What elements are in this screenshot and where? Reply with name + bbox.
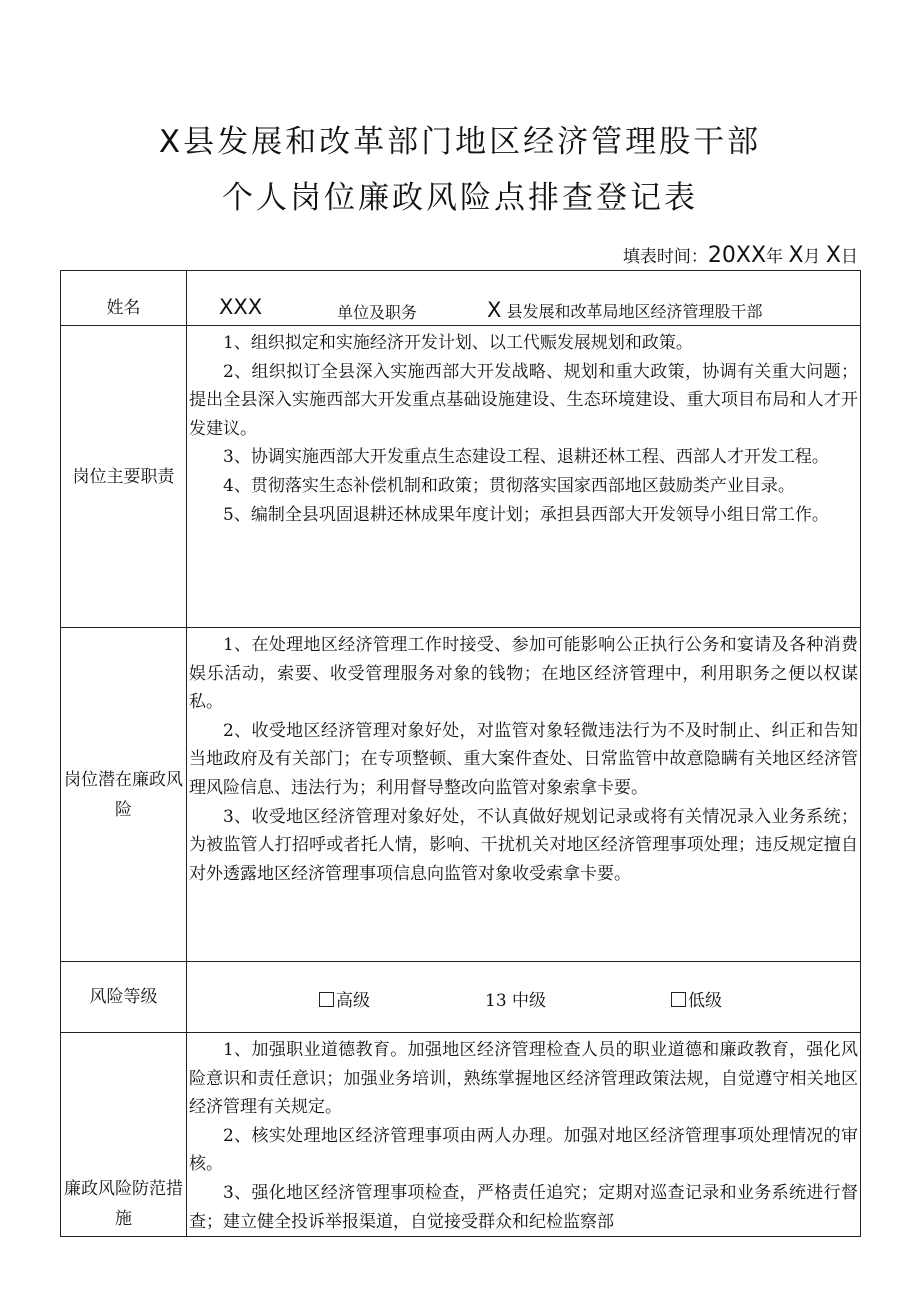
registration-table	[60, 270, 861, 1237]
fill-date-month: X	[788, 243, 804, 268]
level-cell	[187, 962, 861, 1033]
risk-label: 岗位潜在廉政风险	[61, 628, 187, 962]
risk-item: 3、收受地区经济管理对象好处，不认真做好规划记录或将有关情况录入业务系统；为被监管人打招呼或者托人情，影响、干扰机关对地区经济管理事项处理；违反规定擅自对外透露地区经济管理事项信息向监管对象收受索拿卡要。	[189, 806, 858, 884]
level-low-option[interactable]	[671, 986, 722, 1011]
duty-item: 5、编制全县巩固退耕还林成果年度计划；承担县西部大开发领导小组日常工作。	[223, 504, 829, 525]
unit-value-rest: 县发展和改革局地区经济管理股干部	[506, 302, 763, 321]
document-title-line1: X县发展和改革部门地区经济管理股干部	[158, 124, 762, 160]
duty-row	[61, 326, 861, 628]
prevention-row	[61, 1033, 861, 1237]
prevention-item: 1、加强职业道德教育。加强地区经济管理检查人员的职业道德和廉政教育，强化风险意识和责任意识；加强业务培训，熟练掌握地区经济管理政策法规，自觉遵守相关地区经济管理有关规定。	[189, 1040, 858, 1118]
unit-label: 单位及职务	[337, 303, 418, 322]
level-mid-option[interactable]	[485, 986, 546, 1011]
name-cell	[187, 271, 861, 326]
prevention-label: 廉政风险防范措施	[61, 1033, 187, 1237]
fill-date-day: X	[825, 243, 841, 268]
prevention-item: 2、核实处理地区经济管理事项由两人办理。加强对地区经济管理事项处理情况的审核。	[189, 1125, 858, 1175]
duty-item: 2、组织拟订全县深入实施西部大开发战略、规划和重大政策，协调有关重大问题；提出全县深入实施西部大开发重点基础设施建设、生态环境建设、重大项目布局和人才开发建议。	[189, 361, 858, 439]
document-title-line2: 个人岗位廉政风险点排查登记表	[222, 180, 698, 216]
duty-item: 1、组织拟定和实施经济开发计划、以工代赈发展规划和政策。	[223, 333, 693, 353]
duty-label: 岗位主要职责	[61, 326, 187, 628]
level-high-option[interactable]	[319, 986, 370, 1011]
level-row	[61, 962, 861, 1033]
fill-date-year: 20XX	[707, 243, 767, 268]
fill-date-month-unit: 月	[803, 247, 821, 267]
name-row	[61, 271, 861, 326]
checkbox-icon	[319, 992, 334, 1007]
duty-item: 4、贯彻落实生态补偿机制和政策；贯彻落实国家西部地区鼓励类产业目录。	[223, 475, 795, 496]
unit-value-x: X	[487, 298, 502, 322]
risk-item: 2、收受地区经济管理对象好处，对监管对象轻微违法行为不及时制止、纠正和告知当地政府及有关部门；在专项整顿、重大案件查处、日常监管中故意隐瞒有关地区经济管理风险信息、违法行为；利用督导整改向监管对象索拿卡要。	[189, 720, 858, 798]
fill-date-day-unit: 日	[841, 247, 858, 267]
level-low-label: 低级	[688, 991, 722, 1011]
fill-date	[623, 242, 858, 268]
prevention-cell	[187, 1033, 861, 1237]
risk-row	[61, 628, 861, 962]
fill-date-label: 填表时间：	[622, 247, 708, 267]
level-mid-label: 中级	[512, 991, 547, 1011]
duty-item: 3、协调实施西部大开发重点生态建设工程、退耕还林工程、西部人才开发工程。	[223, 447, 829, 468]
risk-item: 1、在处理地区经济管理工作时接受、参加可能影响公正执行公务和宴请及各种消费娱乐活动，索要、收受管理服务对象的钱物；在地区经济管理中，利用职务之便以权谋私。	[189, 635, 858, 713]
name-label: 姓名	[61, 271, 187, 326]
level-label: 风险等级	[61, 962, 187, 1033]
risk-cell	[187, 628, 861, 962]
prevention-item: 3、强化地区经济管理事项检查，严格责任追究；定期对巡查记录和业务系统进行督查；建立健全投诉举报渠道，自觉接受群众和纪检监察部	[189, 1182, 858, 1232]
fill-date-year-unit: 年	[766, 247, 784, 267]
checkbox-icon	[671, 992, 686, 1007]
level-high-label: 高级	[336, 991, 370, 1011]
name-value: XXX	[219, 295, 263, 319]
duty-cell	[187, 326, 861, 628]
level-mid-mark: 13	[485, 991, 507, 1011]
unit-value	[487, 298, 763, 322]
